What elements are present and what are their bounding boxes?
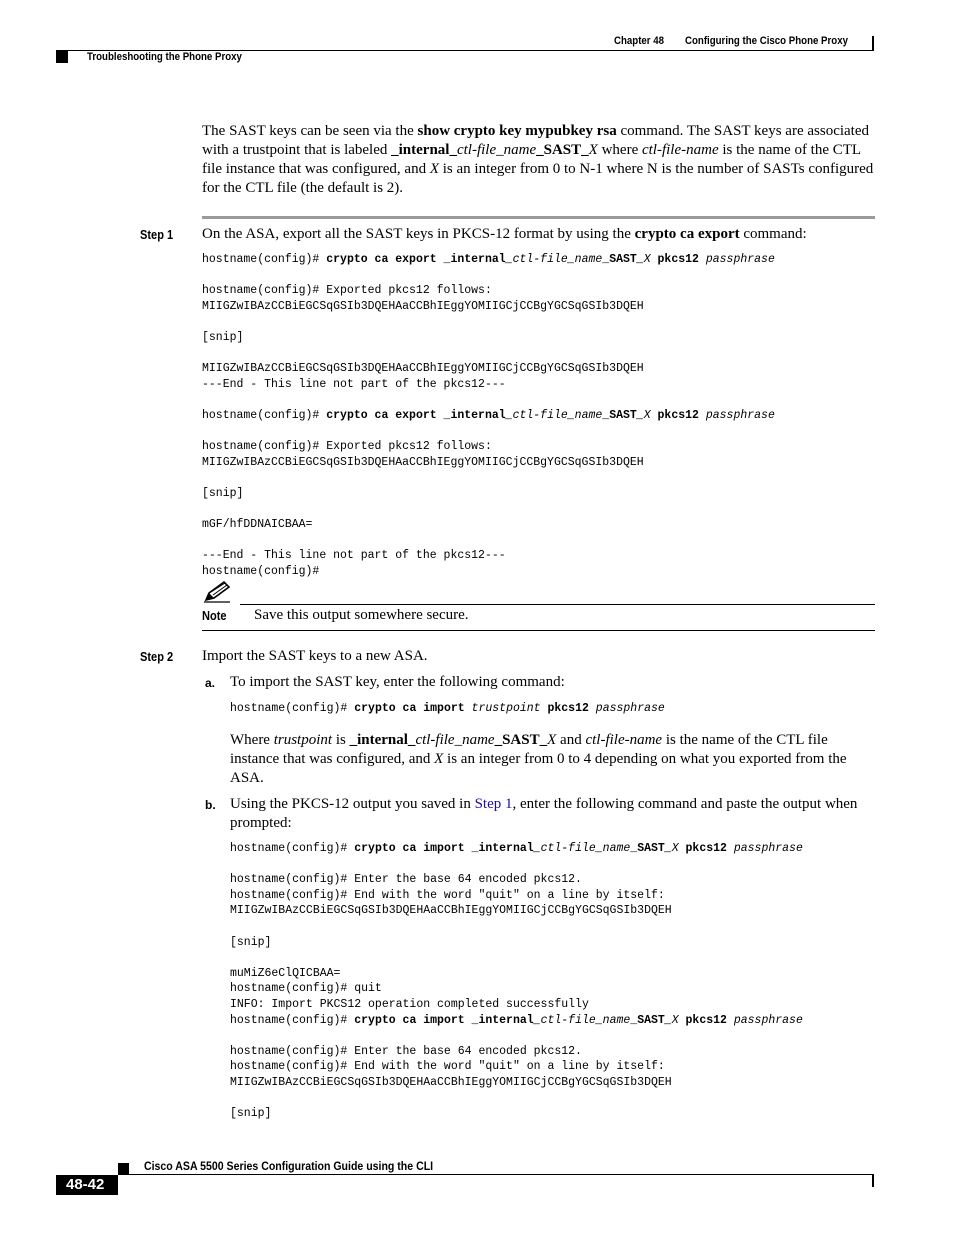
page-number: 48-42 xyxy=(66,1176,105,1193)
step-divider xyxy=(202,216,875,219)
substep-b-label: b. xyxy=(205,798,216,812)
header-bar-right xyxy=(872,36,874,50)
substep-a-label: a. xyxy=(205,676,216,690)
footer-page-box xyxy=(56,1175,118,1195)
header-chapter: Chapter 48 xyxy=(614,35,665,47)
footer-line xyxy=(118,1174,874,1175)
footer-black-square xyxy=(118,1163,129,1174)
step1-label: Step 1 xyxy=(140,227,174,242)
footer-bar-right xyxy=(872,1175,874,1187)
step2-text: Import the SAST keys to a new ASA. xyxy=(202,648,428,664)
note-text: Save this output somewhere secure. xyxy=(254,607,469,623)
substep-b-text: Using the PKCS-12 output you saved in Step 1, enter the following command and paste the output when prompted: xyxy=(230,796,858,831)
step1-link[interactable]: Step 1 xyxy=(474,796,513,812)
note-bottom-rule xyxy=(202,630,875,631)
header-chapter-title: Configuring the Cisco Phone Proxy xyxy=(685,35,848,47)
step1-text: On the ASA, export all the SAST keys in PKCS-12 format by using the crypto ca export command: xyxy=(202,226,807,242)
intro-paragraph: The SAST keys can be seen via the show crypto key mypubkey rsa command. The SAST keys are associated with a trustpoint that is labeled _internal_ctl-file_name_SAST_X where ctl-file-name is the name of the CTL file instance that was configured, and X is an integer from 0 to N-1 where N is the number of SASTs configured for the CTL file (the default is 2). xyxy=(202,123,874,196)
footer-title: Cisco ASA 5500 Series Configuration Guide using the CLI xyxy=(144,1159,434,1173)
code-block-export: hostname(config)# crypto ca export _internal_ctl-file_name_SAST_X pkcs12 passphrase hostname(config)# Exported pkcs12 follows: MIIGZwIBAzCCBiEGCSqGSIb3DQEHAaCCBhIEggYOMIIGCjCCBgYGCSqGSIb3DQEH [snip] MIIGZwIBAzCCBiEGCSqGSIb3DQEHAaCCBhIEggYOMIIGCjCCBgYGCSqGSIb3DQEH ---End - This line not part of the pkcs12--- hostname(config)# crypto ca export _internal_ctl-file_name_SAST_X pkcs12 passphrase hostname(config)# Exported pkcs12 follows: MIIGZwIBAzCCBiEGCSqGSIb3DQEHAaCCBhIEggYOMIIGCjCCBgYGCSqGSIb3DQEH [snip] mGF/hfDDNAICBAA= ---End - This line not part of the pkcs12--- hostname(config)# xyxy=(202,253,775,578)
note-label: Note xyxy=(202,608,227,623)
note-top-rule xyxy=(240,604,875,605)
note-pencil-icon xyxy=(203,580,231,604)
header-section: Troubleshooting the Phone Proxy xyxy=(87,51,242,63)
code-import-simple: hostname(config)# crypto ca import trustpoint pkcs12 passphrase xyxy=(230,702,665,715)
substep-a-text: To import the SAST key, enter the following command: xyxy=(230,674,565,690)
substep-a-where: Where trustpoint is _internal_ctl-file_name_SAST_X and ctl-file-name is the name of the CTL file instance that was configured, and X is an integer from 0 to 4 depending on what you exported from the ASA. xyxy=(230,732,847,786)
header-black-square xyxy=(56,51,68,63)
step2-label: Step 2 xyxy=(140,649,174,664)
code-block-import: hostname(config)# crypto ca import _internal_ctl-file_name_SAST_X pkcs12 passphrase hostname(config)# Enter the base 64 encoded pkcs12. hostname(config)# End with the word "quit" on a line by itself: MIIGZwIBAzCCBiEGCSqGSIb3DQEHAaCCBhIEggYOMIIGCjCCBgYGCSqGSIb3DQEH [snip] muMiZ6eClQICBAA= hostname(config)# quit INFO: Import PKCS12 operation completed successfully hostname(config)# crypto ca import _internal_ctl-file_name_SAST_X pkcs12 passphrase hostname(config)# Enter the base 64 encoded pkcs12. hostname(config)# End with the word "quit" on a line by itself: MIIGZwIBAzCCBiEGCSqGSIb3DQEHAaCCBhIEggYOMIIGCjCCBgYGCSqGSIb3DQEH [snip] xyxy=(230,842,803,1121)
cmd-show-crypto: show crypto key mypubkey rsa xyxy=(417,123,617,139)
